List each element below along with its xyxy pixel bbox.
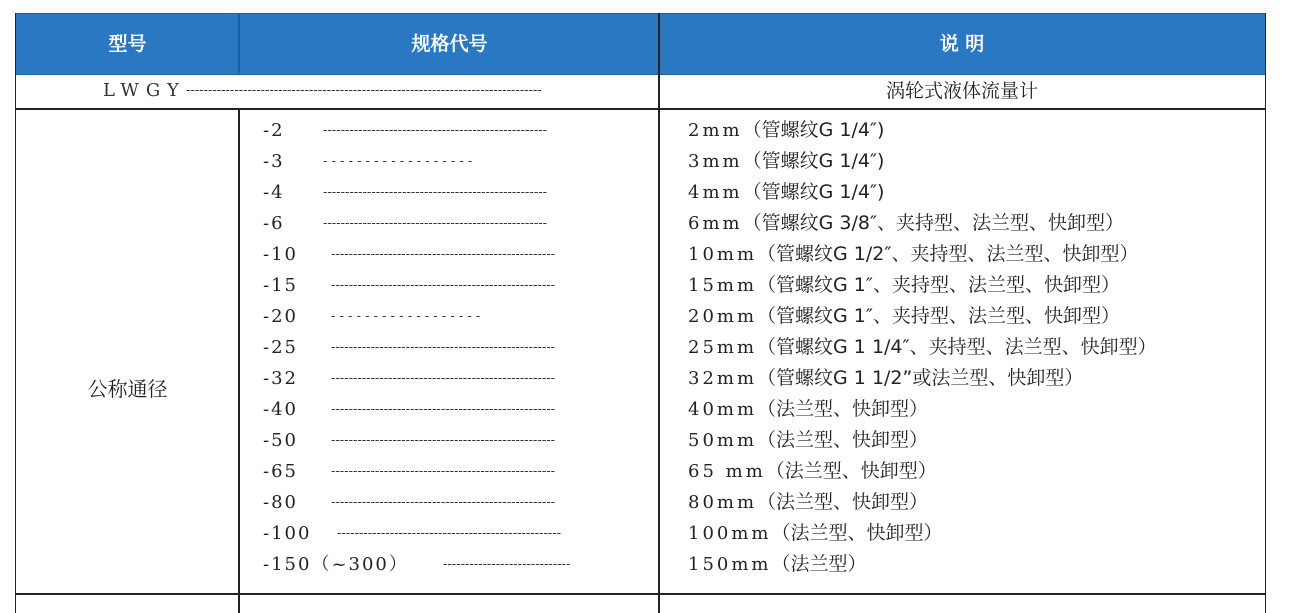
spec-row <box>263 518 562 549</box>
description-row <box>688 518 943 549</box>
spec-dashes: --------------------------------------------------- <box>331 278 556 293</box>
spec-dashes: --------------------------------------------------- <box>331 371 556 386</box>
header-model: 型号 <box>108 33 147 55</box>
column-divider <box>238 108 240 613</box>
size-value: 2mm <box>688 120 743 141</box>
model-code: LWGY <box>103 80 186 101</box>
description-row <box>688 270 1120 301</box>
connection-detail: （管螺纹G 1/4″) <box>742 181 885 203</box>
spec-code: -10 <box>263 244 298 265</box>
row-divider <box>16 593 1265 595</box>
size-value: 32mm <box>688 368 758 389</box>
connection-detail: （法兰型、快卸型） <box>757 398 929 420</box>
spec-dashes: --------------------------------------------------- <box>331 402 556 417</box>
header-spec-code: 规格代号 <box>411 33 488 55</box>
spec-row <box>263 363 556 394</box>
connection-detail: （管螺纹G 3/8″、夹持型、法兰型、快卸型） <box>742 212 1125 234</box>
description-row <box>688 487 928 518</box>
size-value: 100mm <box>688 523 772 544</box>
header-description: 说 明 <box>939 33 985 55</box>
size-value: 50mm <box>688 430 758 451</box>
size-value: 150mm <box>688 554 772 575</box>
description-row <box>688 425 928 456</box>
spec-table <box>15 13 1266 613</box>
spec-code: -15 <box>263 275 298 296</box>
connection-detail: （管螺纹G 1 1/2”或法兰型、快卸型） <box>757 367 1084 389</box>
spec-row <box>263 115 548 146</box>
spec-dashes: --------------------------------------------------- <box>331 247 556 262</box>
header-divider <box>238 13 240 73</box>
size-value: 3mm <box>688 151 743 172</box>
spec-code: -4 <box>263 182 285 203</box>
spec-code: -150（~300） <box>263 554 409 575</box>
spec-code: -20 <box>263 306 298 327</box>
description-row <box>688 115 884 146</box>
model-dashes: --------------------------------------------------------------------------------- <box>186 83 542 98</box>
spec-dashes: --------------------------------------------------- <box>331 340 556 355</box>
spec-code: -100 <box>263 523 312 544</box>
spec-code: -25 <box>263 337 298 358</box>
connection-detail: （法兰型） <box>771 553 867 575</box>
spec-dashes: --------------------------------------------------- <box>323 216 548 231</box>
spec-row <box>263 270 556 301</box>
description-row <box>688 332 1157 363</box>
spec-row <box>263 332 556 363</box>
description-row <box>688 146 884 177</box>
size-value: 15mm <box>688 275 758 296</box>
size-value: 25mm <box>688 337 758 358</box>
description-row <box>688 549 867 580</box>
spec-code: -32 <box>263 368 298 389</box>
description-row <box>688 177 884 208</box>
description-row <box>688 456 937 487</box>
spec-code: -40 <box>263 399 298 420</box>
spec-row <box>263 394 556 425</box>
model-description: 涡轮式液体流量计 <box>885 80 1038 102</box>
spec-code: -50 <box>263 430 298 451</box>
connection-detail: （管螺纹G 1/2″、夹持型、法兰型、快卸型） <box>757 243 1139 265</box>
spec-dashes: --------------------------------------------------- <box>323 185 548 200</box>
connection-detail: （管螺纹G 1″、夹持型、法兰型、快卸型） <box>757 274 1120 296</box>
spec-row <box>263 456 556 487</box>
spec-dashes: --------------------------------------------------- <box>337 526 562 541</box>
spec-dashes: - - - - - - - - - - - - - - - - - - <box>331 309 481 324</box>
connection-detail: （法兰型、快卸型） <box>757 429 929 451</box>
size-value: 10mm <box>688 244 758 265</box>
size-value: 65 mm <box>688 461 766 482</box>
description-row <box>688 239 1139 270</box>
connection-detail: （法兰型、快卸型） <box>771 522 943 544</box>
connection-detail: （法兰型、快卸型） <box>757 491 929 513</box>
connection-detail: （管螺纹G 1/4″) <box>742 150 885 172</box>
spec-row <box>263 208 548 239</box>
spec-row <box>263 239 556 270</box>
nominal-diameter-label: 公称通径 <box>87 377 168 401</box>
spec-row <box>263 425 556 456</box>
spec-row <box>263 146 473 177</box>
spec-code: -80 <box>263 492 298 513</box>
description-row <box>688 363 1083 394</box>
table-header <box>16 13 1265 75</box>
description-row <box>688 394 928 425</box>
connection-detail: （管螺纹G 1/4″) <box>742 119 885 141</box>
size-value: 40mm <box>688 399 758 420</box>
spec-dashes: --------------------------------------------------- <box>323 123 548 138</box>
spec-code: -65 <box>263 461 298 482</box>
size-value: 80mm <box>688 492 758 513</box>
description-row <box>688 208 1124 239</box>
spec-dashes: --------------------------------------------------- <box>331 433 556 448</box>
spec-dashes: - - - - - - - - - - - - - - - - - - <box>323 154 473 169</box>
size-value: 4mm <box>688 182 743 203</box>
connection-detail: （法兰型、快卸型） <box>765 460 937 482</box>
spec-row <box>263 177 548 208</box>
connection-detail: （管螺纹G 1″、夹持型、法兰型、快卸型） <box>757 305 1120 327</box>
row-divider <box>16 108 1265 110</box>
spec-row <box>263 487 556 518</box>
spec-dashes: --------------------------------------------------- <box>331 495 556 510</box>
spec-row <box>263 549 571 580</box>
spec-dashes: --------------------------------------------------- <box>331 464 556 479</box>
spec-code: -6 <box>263 213 285 234</box>
spec-row <box>263 301 481 332</box>
connection-detail: （管螺纹G 1 1/4″、夹持型、法兰型、快卸型） <box>757 336 1157 358</box>
spec-code: -3 <box>263 151 285 172</box>
size-value: 6mm <box>688 213 743 234</box>
spec-code: -2 <box>263 120 285 141</box>
spec-dashes: ----------------------------- <box>443 557 571 572</box>
description-row <box>688 301 1120 332</box>
size-value: 20mm <box>688 306 758 327</box>
